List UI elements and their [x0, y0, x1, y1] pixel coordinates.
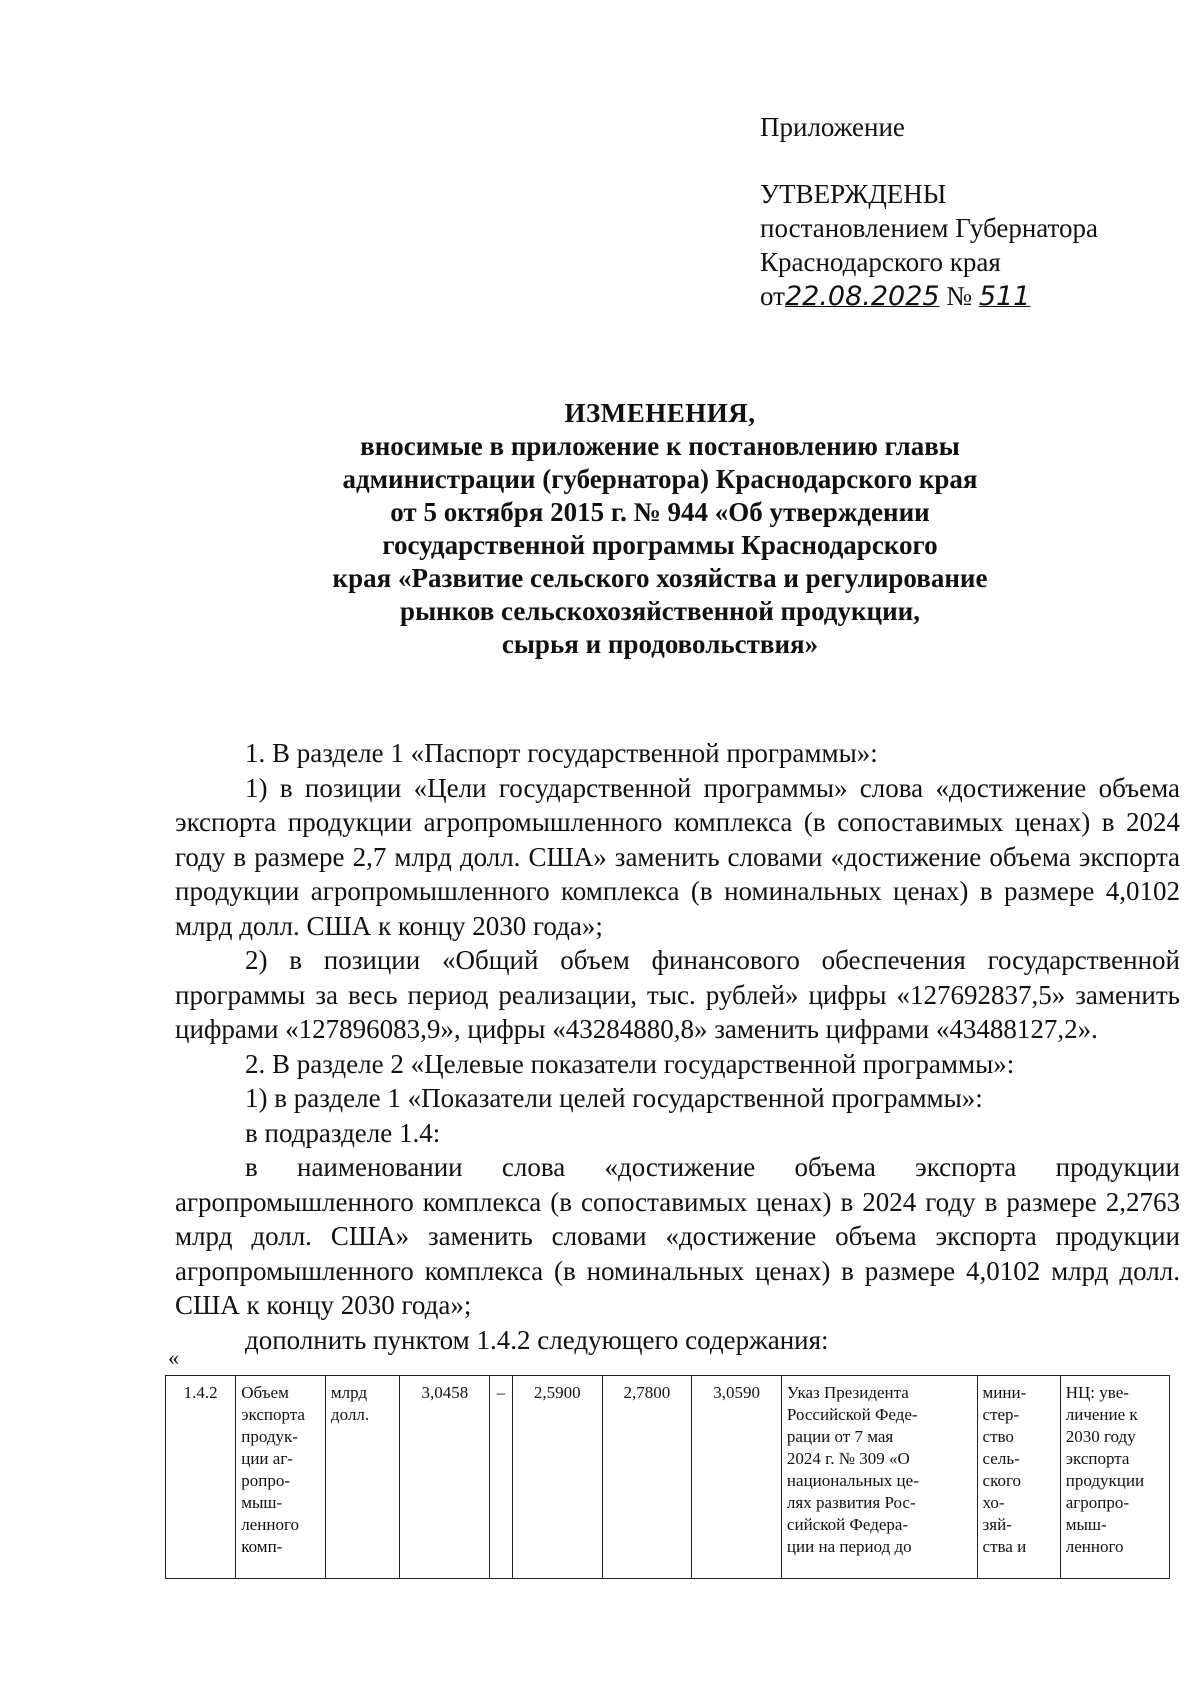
- cell-national-goal: НЦ: уве- личение к 2030 году экспорта продукции агропро- мыш- ленного: [1060, 1376, 1169, 1579]
- indicators-table: [165, 1375, 1170, 1579]
- title-line: администрации (губернатора) Краснодарского края: [342, 464, 978, 494]
- cell-base-value: 3,0458: [400, 1376, 490, 1579]
- paragraph: 2) в позиции «Общий объем финансового обеспечения государственной программы за весь период реализации, тыс. рублей» цифры «127692837,5» заменить цифрами «127896083,9», цифры «43284880,8» заменить цифрами «43488127,2».: [175, 945, 1180, 1044]
- opening-quote-mark: «: [168, 1345, 179, 1370]
- cell-responsible-body: мини- стер- ство сель- ского хо- зяй- ства и: [977, 1376, 1060, 1579]
- date-prefix: от: [760, 281, 785, 311]
- document-body: [175, 736, 1180, 1357]
- title-line: государственной программы Краснодарского: [382, 530, 938, 560]
- title-line: рынков сельскохозяйственной продукции,: [400, 596, 920, 626]
- paragraph: в подразделе 1.4:: [245, 1117, 441, 1148]
- paragraph: в наименовании слова «достижение объема экспорта продукции агропромышленного комплекса (в сопоставимых ценах) в 2024 году в размере 2,2763 млрд долл. США» заменить словами «достижение объема экспорта продукции агропромышленного комплекса (в номинальных ценах) в размере 4,0102 млрд долл. США к концу 2030 года»;: [175, 1152, 1180, 1320]
- title-line: края «Развитие сельского хозяйства и регулирование: [332, 563, 988, 593]
- approval-date-line: [760, 279, 1098, 314]
- paragraph: 1. В разделе 1 «Паспорт государственной программы»:: [245, 738, 878, 768]
- handwritten-number: 511: [978, 281, 1031, 312]
- cell-indicator-name: Объем экспорта продук- ции аг- ропро- мыш- ленного комп-: [236, 1376, 326, 1579]
- title-heading: ИЗМЕНЕНИЯ,: [564, 398, 756, 428]
- number-sign: №: [946, 281, 973, 311]
- cell-legal-basis: Указ Президента Российской Феде- рации от 7 мая 2024 г. № 309 «О национальных це- лях развития Рос- сийской Федера- ции на период до: [781, 1376, 977, 1579]
- cell-value-4: 3,0590: [692, 1376, 782, 1579]
- cell-dash: –: [490, 1376, 513, 1579]
- title-line: вносимые в приложение к постановлению главы: [360, 431, 960, 461]
- cell-unit: млрд долл.: [325, 1376, 400, 1579]
- approved-line-2: Краснодарского края: [760, 247, 1001, 277]
- cell-value-2: 2,5900: [512, 1376, 602, 1579]
- paragraph: 1) в разделе 1 «Показатели целей государственной программы»:: [245, 1083, 983, 1113]
- handwritten-date: 22.08.2025: [784, 281, 940, 312]
- paragraph: 1) в позиции «Цели государственной программы» слова «достижение объема экспорта продукции агропромышленного комплекса (в сопоставимых ценах) в 2024 году в размере 2,7 млрд долл. США» заменить словами «достижение объема экспорта продукции агропромышленного комплекса (в номинальных ценах) в размере 4,0102 млрд долл. США к концу 2030 года»;: [175, 772, 1180, 941]
- title-line: сырья и продовольствия»: [501, 629, 819, 659]
- cell-item-number: 1.4.2: [166, 1376, 236, 1579]
- approved-label: УТВЕРЖДЕНЫ: [760, 179, 947, 209]
- paragraph: дополнить пунктом 1.4.2 следующего содержания:: [245, 1324, 829, 1355]
- approval-block: [760, 177, 1098, 314]
- paragraph: 2. В разделе 2 «Целевые показатели государственной программы»:: [245, 1048, 1015, 1079]
- title-line: от 5 октября 2015 г. № 944 «Об утверждении: [390, 497, 930, 527]
- approved-line-1: постановлением Губернатора: [760, 213, 1098, 243]
- table-row: [166, 1376, 1170, 1579]
- cell-value-3: 2,7800: [602, 1376, 692, 1579]
- document-title: [300, 397, 1020, 661]
- appendix-label: Приложение: [760, 112, 905, 142]
